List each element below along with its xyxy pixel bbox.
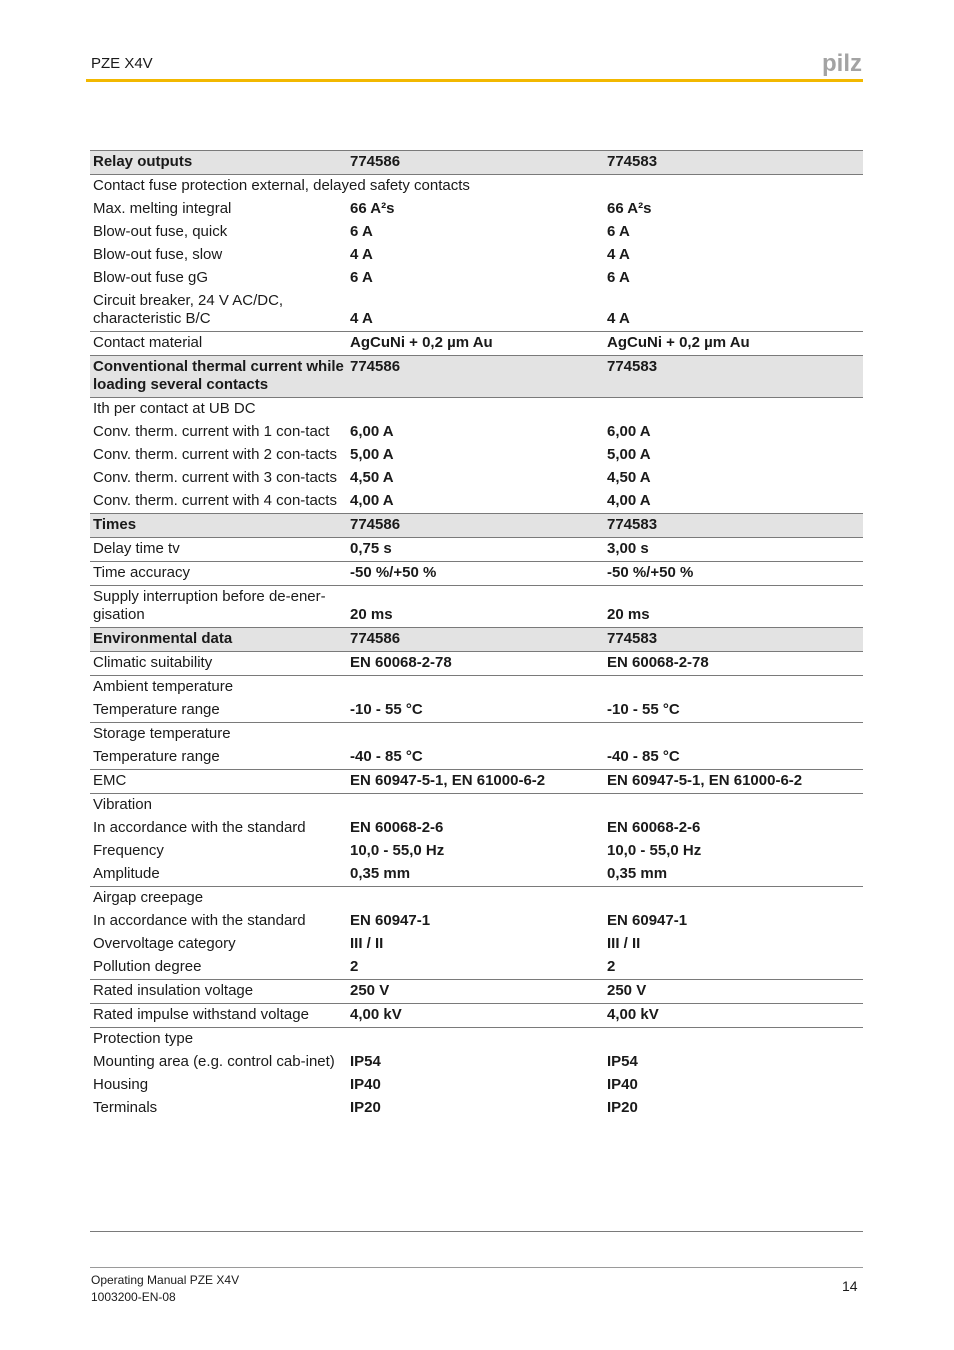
spec-row xyxy=(90,421,863,444)
spec-row xyxy=(90,956,863,980)
spec-row xyxy=(90,1051,863,1074)
value-774586: 774586 xyxy=(347,514,604,538)
spec-row xyxy=(90,863,863,887)
spec-label: Ith per contact at UB DC xyxy=(90,398,863,422)
value-774583: III / II xyxy=(607,935,641,952)
spec-label: Frequency xyxy=(93,842,164,859)
spec-label: Overvoltage category xyxy=(93,935,236,952)
spec-row xyxy=(90,1028,863,1052)
spec-row xyxy=(90,267,863,290)
spec-row xyxy=(90,980,863,1004)
pilz-logo xyxy=(821,50,865,78)
spec-label: Ambient temperature xyxy=(90,676,863,700)
spec-label: Circuit breaker, 24 V AC/DC, characteristic B/C xyxy=(93,292,284,327)
spec-row xyxy=(90,840,863,863)
spec-label: Housing xyxy=(93,1076,149,1093)
value-774586: 4 A xyxy=(350,246,373,263)
value-774586: 6 A xyxy=(350,269,373,286)
spec-row xyxy=(90,198,863,221)
spec-row xyxy=(90,1097,863,1120)
value-774583: 4,00 kV xyxy=(604,1004,863,1028)
spec-row xyxy=(90,1004,863,1028)
spec-row xyxy=(90,538,863,562)
value-774583: 774583 xyxy=(604,356,863,398)
value-774586: 2 xyxy=(350,958,359,975)
value-774586: 0,75 s xyxy=(347,538,604,562)
value-774586: 774586 xyxy=(347,151,604,175)
spec-label: Conv. therm. current with 3 con-tacts xyxy=(93,469,337,486)
value-774583: 4,50 A xyxy=(607,469,651,486)
value-774583: EN 60068-2-6 xyxy=(607,819,701,836)
value-774583: 0,35 mm xyxy=(607,865,668,882)
spec-label: Pollution degree xyxy=(93,958,202,975)
spec-label: Contact fuse protection external, delayed safety contacts xyxy=(90,175,863,199)
value-774586: 66 A²s xyxy=(350,200,395,217)
value-774586: 6 A xyxy=(350,223,373,240)
spec-label: Vibration xyxy=(90,794,863,818)
spec-row xyxy=(90,467,863,490)
spec-label: Protection type xyxy=(90,1028,863,1052)
value-774583: 5,00 A xyxy=(607,446,651,463)
spec-label: Max. melting integral xyxy=(93,200,232,217)
table-bottom-rule xyxy=(90,1231,863,1232)
spec-row xyxy=(90,175,863,199)
value-774586: AgCuNi + 0,2 µm Au xyxy=(347,332,604,356)
footer-manual-title: Operating Manual PZE X4V xyxy=(91,1273,240,1287)
value-774583: -40 - 85 °C xyxy=(607,748,680,765)
value-774583: 4 A xyxy=(607,310,630,327)
value-774586: 250 V xyxy=(347,980,604,1004)
value-774586: EN 60947-1 xyxy=(350,912,431,929)
spec-label: Rated insulation voltage xyxy=(90,980,347,1004)
spec-row xyxy=(90,933,863,956)
spec-row xyxy=(90,817,863,840)
specifications-table xyxy=(90,150,863,1120)
value-774583: 774583 xyxy=(604,514,863,538)
value-774586: 4 A xyxy=(350,310,373,327)
spec-row xyxy=(90,746,863,770)
value-774583: EN 60947-1 xyxy=(607,912,688,929)
value-774586: 5,00 A xyxy=(350,446,394,463)
spec-row xyxy=(90,887,863,911)
value-774586: IP20 xyxy=(350,1099,381,1116)
spec-label: Delay time tv xyxy=(90,538,347,562)
spec-row xyxy=(90,562,863,586)
value-774586: 774586 xyxy=(347,356,604,398)
spec-label: Time accuracy xyxy=(90,562,347,586)
value-774583: 6 A xyxy=(607,223,630,240)
spec-row xyxy=(90,910,863,933)
footer-doc-number: 1003200-EN-08 xyxy=(91,1290,176,1304)
spec-label: Storage temperature xyxy=(90,723,863,747)
value-774586: 4,50 A xyxy=(350,469,394,486)
value-774583: 3,00 s xyxy=(604,538,863,562)
footer-rule xyxy=(90,1267,863,1268)
value-774583: EN 60947-5-1, EN 61000-6-2 xyxy=(604,770,863,794)
spec-label: In accordance with the standard xyxy=(93,819,306,836)
spec-row xyxy=(90,490,863,514)
spec-row xyxy=(90,794,863,818)
value-774586: EN 60068-2-78 xyxy=(347,652,604,676)
value-774586: EN 60068-2-6 xyxy=(350,819,444,836)
value-774583: 4 A xyxy=(607,246,630,263)
value-774583: IP20 xyxy=(607,1099,638,1116)
spec-label: EMC xyxy=(90,770,347,794)
value-774586: 4,00 A xyxy=(350,492,394,509)
spec-label: Blow-out fuse gG xyxy=(93,269,209,286)
value-774583: 10,0 - 55,0 Hz xyxy=(607,842,702,859)
spec-label: Airgap creepage xyxy=(90,887,863,911)
spec-label: Environmental data xyxy=(90,628,347,652)
value-774583: 20 ms xyxy=(604,586,863,628)
value-774583: 6 A xyxy=(607,269,630,286)
spec-label: In accordance with the standard xyxy=(93,912,306,929)
spec-label: Conv. therm. current with 1 con-tact xyxy=(93,423,330,440)
spec-label: Amplitude xyxy=(93,865,160,882)
value-774583: 66 A²s xyxy=(607,200,652,217)
spec-label: Rated impulse withstand voltage xyxy=(90,1004,347,1028)
page-number: 14 xyxy=(842,1278,858,1294)
spec-row xyxy=(90,1074,863,1097)
logo-text: pilz xyxy=(822,50,862,77)
value-774586: -10 - 55 °C xyxy=(350,701,423,718)
value-774586: 0,35 mm xyxy=(350,865,411,882)
spec-row xyxy=(90,244,863,267)
value-774586: 4,00 kV xyxy=(347,1004,604,1028)
spec-label: Supply interruption before de-ener-gisation xyxy=(90,586,347,628)
value-774583: 4,00 A xyxy=(607,492,651,509)
spec-label: Conv. therm. current with 4 con-tacts xyxy=(93,492,337,509)
spec-row xyxy=(90,221,863,244)
value-774583: -50 %/+50 % xyxy=(604,562,863,586)
value-774583: IP54 xyxy=(607,1053,638,1070)
value-774583: AgCuNi + 0,2 µm Au xyxy=(604,332,863,356)
value-774586: 6,00 A xyxy=(350,423,394,440)
spec-label: Temperature range xyxy=(93,748,220,765)
spec-label: Terminals xyxy=(93,1099,158,1116)
value-774583: -10 - 55 °C xyxy=(607,701,680,718)
spec-label: Contact material xyxy=(90,332,347,356)
spec-row xyxy=(90,444,863,467)
spec-row xyxy=(90,652,863,676)
value-774586: 774586 xyxy=(347,628,604,652)
value-774583: 774583 xyxy=(604,151,863,175)
value-774586: -50 %/+50 % xyxy=(347,562,604,586)
value-774586: IP54 xyxy=(350,1053,381,1070)
spec-row xyxy=(90,699,863,723)
section-header-row xyxy=(90,356,863,398)
spec-row xyxy=(90,398,863,422)
spec-label: Climatic suitability xyxy=(90,652,347,676)
spec-row xyxy=(90,332,863,356)
document-title: PZE X4V xyxy=(91,55,153,72)
spec-label: Blow-out fuse, quick xyxy=(93,223,228,240)
spec-row xyxy=(90,676,863,700)
value-774583: IP40 xyxy=(607,1076,638,1093)
value-774583: EN 60068-2-78 xyxy=(604,652,863,676)
value-774586: IP40 xyxy=(350,1076,381,1093)
spec-row xyxy=(90,770,863,794)
value-774586: -40 - 85 °C xyxy=(350,748,423,765)
spec-label: Conv. therm. current with 2 con-tacts xyxy=(93,446,337,463)
spec-row xyxy=(90,290,863,332)
spec-label: Temperature range xyxy=(93,701,220,718)
value-774583: 250 V xyxy=(604,980,863,1004)
spec-label: Times xyxy=(90,514,347,538)
spec-label: Conventional thermal current while loading several contacts xyxy=(90,356,347,398)
header-rule xyxy=(86,79,863,82)
value-774583: 6,00 A xyxy=(607,423,651,440)
value-774586: EN 60947-5-1, EN 61000-6-2 xyxy=(347,770,604,794)
spec-row xyxy=(90,586,863,628)
spec-label: Relay outputs xyxy=(90,151,347,175)
spec-row xyxy=(90,723,863,747)
value-774583: 774583 xyxy=(604,628,863,652)
spec-label: Mounting area (e.g. control cab-inet) xyxy=(93,1053,335,1070)
value-774583: 2 xyxy=(607,958,616,975)
value-774586: III / II xyxy=(350,935,384,952)
section-header-row xyxy=(90,151,863,175)
section-header-row xyxy=(90,514,863,538)
spec-label: Blow-out fuse, slow xyxy=(93,246,223,263)
value-774586: 10,0 - 55,0 Hz xyxy=(350,842,445,859)
section-header-row xyxy=(90,628,863,652)
value-774586: 20 ms xyxy=(347,586,604,628)
